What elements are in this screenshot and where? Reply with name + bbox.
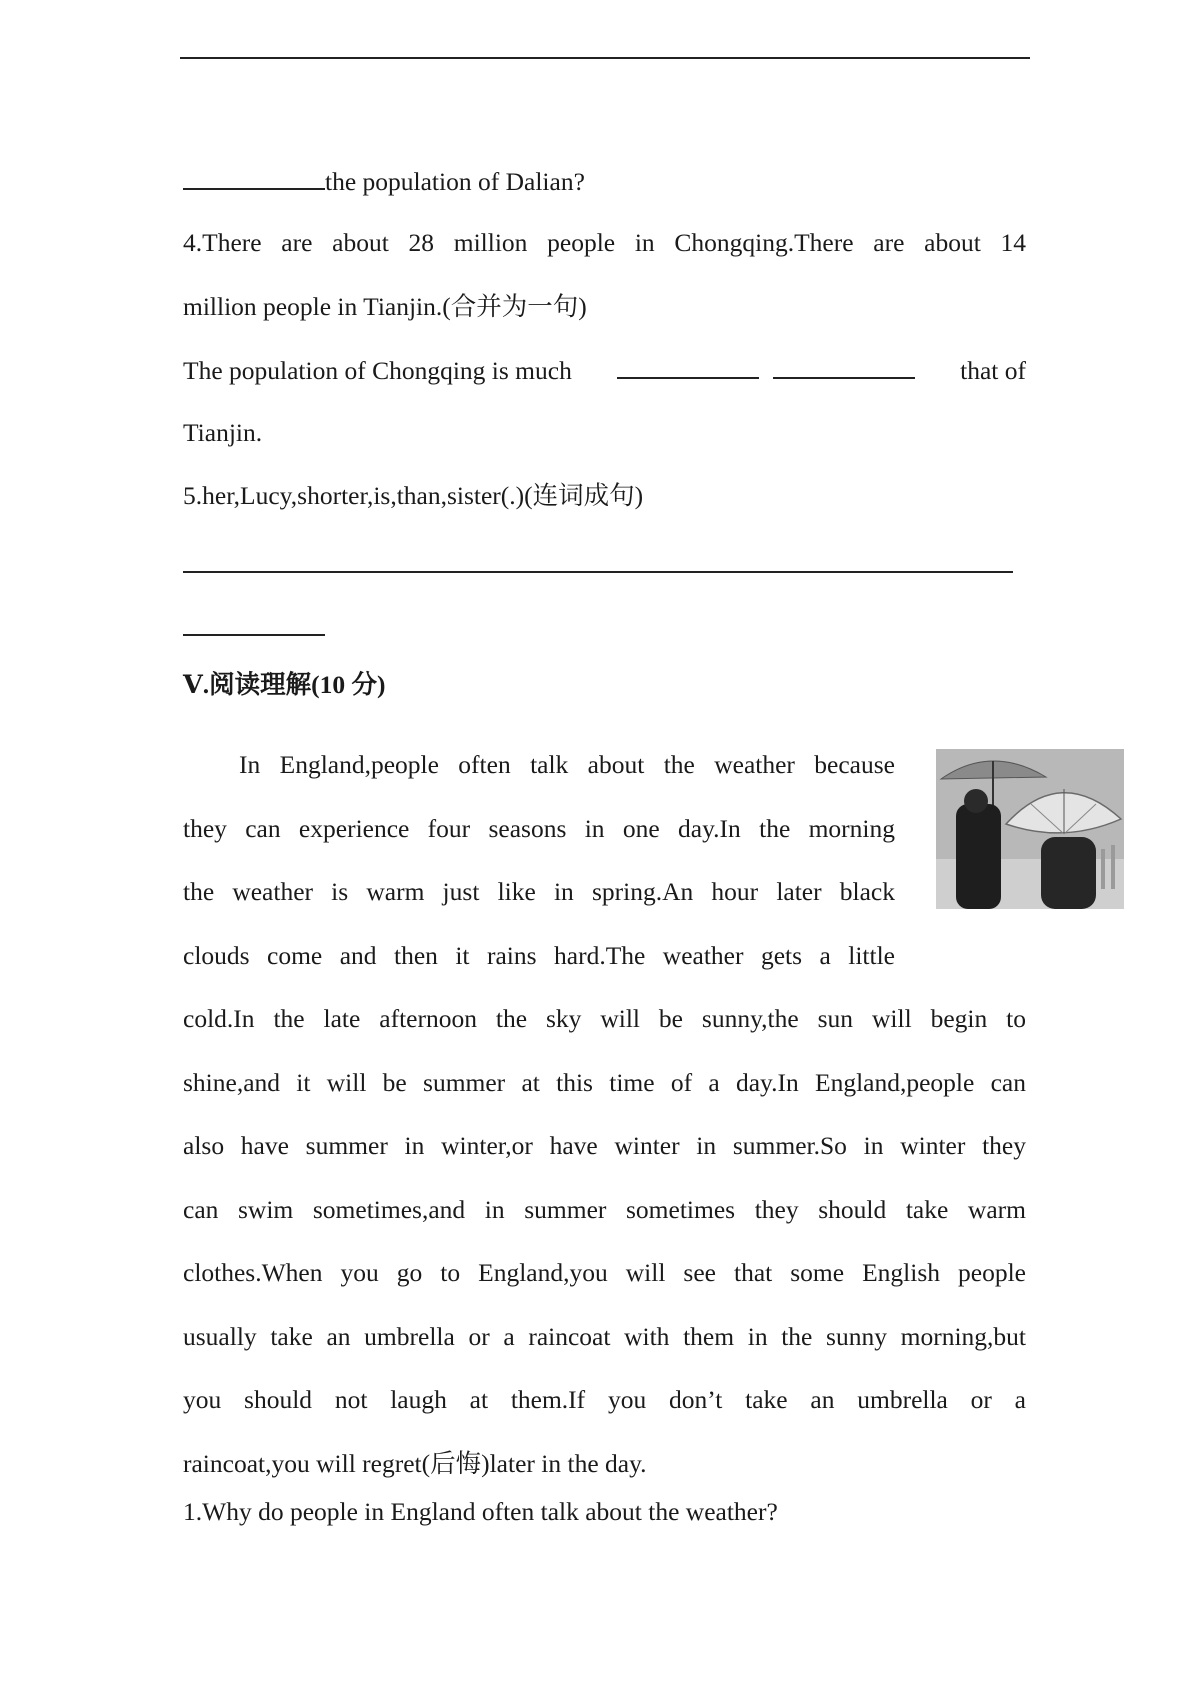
q4-answer-start: The population of Chongqing is much bbox=[183, 356, 572, 385]
q5-prompt: 5.her,Lucy,shorter,is,than,sister(.)(连词成句) bbox=[183, 481, 644, 510]
q4-answer-mid: that of bbox=[960, 356, 1026, 385]
q5-answer-line bbox=[183, 547, 1026, 582]
q4-answer-line bbox=[183, 353, 1026, 388]
article-line: the weather is warm just like in spring.An hour later black bbox=[183, 877, 895, 906]
article-line: shine,and it will be summer at this time of a day.In England,people can bbox=[183, 1067, 1026, 1097]
q3-tail-text: the population of Dalian? bbox=[325, 167, 585, 196]
q4-line-1: 4.There are about 28 million people in Chongqing.There are about 14 bbox=[183, 228, 1026, 257]
q3-line bbox=[183, 164, 1026, 199]
q4-line-2: million people in Tianjin.(合并为一句) bbox=[183, 292, 587, 321]
article-line: usually take an umbrella or a raincoat with them in the sunny morning,but bbox=[183, 1321, 1026, 1351]
answer-blank[interactable] bbox=[617, 353, 759, 379]
article-line: can swim sometimes,and in summer sometimes they should take warm bbox=[183, 1194, 1026, 1224]
top-rule bbox=[180, 57, 1030, 59]
reading-article bbox=[183, 733, 1026, 1495]
article-line: you should not laugh at them.If you don’t take an umbrella or a bbox=[183, 1385, 1026, 1414]
article-line: In England,people often talk about the weather because bbox=[239, 750, 895, 779]
q4-answer-end: Tianjin. bbox=[183, 418, 263, 447]
article-line: clothes.When you go to England,you will see that some English people bbox=[183, 1258, 1026, 1287]
article-line: clouds come and then it rains hard.The weather gets a little bbox=[183, 940, 895, 970]
article-line: raincoat,you will regret(后悔)later in the day. bbox=[183, 1448, 647, 1478]
article-line: they can experience four seasons in one day.In the morning bbox=[183, 813, 895, 843]
answer-blank[interactable] bbox=[183, 547, 1013, 573]
article-line: cold.In the late afternoon the sky will be sunny,the sun will begin to bbox=[183, 1004, 1026, 1033]
section-heading: Ⅴ.阅读理解(10 分) bbox=[183, 670, 386, 699]
q5-answer-line-2 bbox=[183, 610, 1026, 645]
article-line: also have summer in winter,or have winter in summer.So in winter they bbox=[183, 1131, 1026, 1160]
answer-blank[interactable] bbox=[183, 610, 325, 636]
answer-blank[interactable] bbox=[183, 164, 325, 190]
question-1: 1.Why do people in England often talk about the weather? bbox=[183, 1497, 778, 1526]
answer-blank[interactable] bbox=[773, 353, 915, 379]
